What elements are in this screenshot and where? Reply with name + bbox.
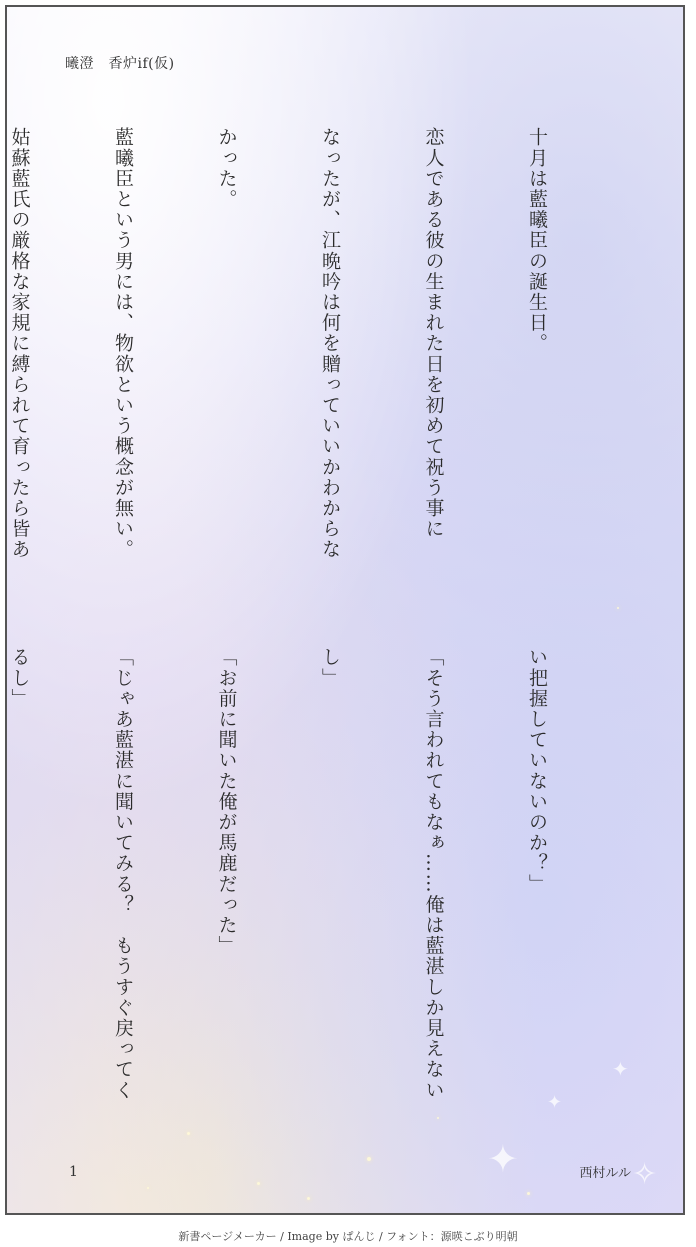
text-column: 藍曦臣という男には、物欲という概念が無い。	[112, 127, 134, 560]
text-column: し」	[319, 647, 341, 689]
text-column: 姑蘇藍氏の厳格な家規に縛られて育ったら皆あ	[8, 127, 31, 560]
text-column: 「お前に聞いた俺が馬鹿だった」	[215, 647, 238, 956]
star-icon: ✧	[632, 1157, 658, 1192]
text-column: かった。	[215, 127, 238, 210]
text-column: 恋人である彼の生まれた日を初めて祝う事に	[422, 127, 445, 539]
upper-text-block	[5, 127, 623, 597]
text-column: 十月は藍曦臣の誕生日。	[526, 127, 548, 354]
lower-text-block	[5, 647, 623, 1117]
text-column: い把握していないのか？」	[526, 647, 548, 895]
text-column: なったが、江晩吟は何を贈っていいかわからな	[319, 127, 341, 560]
text-column: るし」	[8, 647, 31, 709]
sparkle-decoration	[617, 607, 619, 609]
sparkle-decoration	[187, 1132, 190, 1135]
author-name: 西村ルル	[579, 1166, 631, 1181]
credit-line: 新書ページメーカー / Image by ぱんじ / フォント：源暎こぶり明朝	[178, 1230, 518, 1243]
sparkle-decoration	[307, 1197, 310, 1200]
star-icon: ✦	[487, 1137, 519, 1181]
text-column: 「そう言われてもなぁ……俺は藍湛しか見えない	[422, 647, 445, 1101]
sparkle-decoration	[367, 1157, 371, 1161]
page-number: 1	[69, 1164, 78, 1180]
sparkle-decoration	[437, 1117, 439, 1119]
star-icon: ✦	[547, 1092, 563, 1113]
sparkle-decoration	[147, 1187, 149, 1189]
text-column: 「じゃあ藍湛に聞いてみる？ もうすぐ戻ってく	[112, 647, 134, 1101]
star-icon: ✦	[612, 1057, 629, 1081]
work-title: 曦澄 香炉if(仮)	[65, 56, 175, 72]
sparkle-decoration	[257, 1182, 260, 1185]
sparkle-decoration	[527, 1192, 530, 1195]
book-page	[5, 5, 685, 1215]
